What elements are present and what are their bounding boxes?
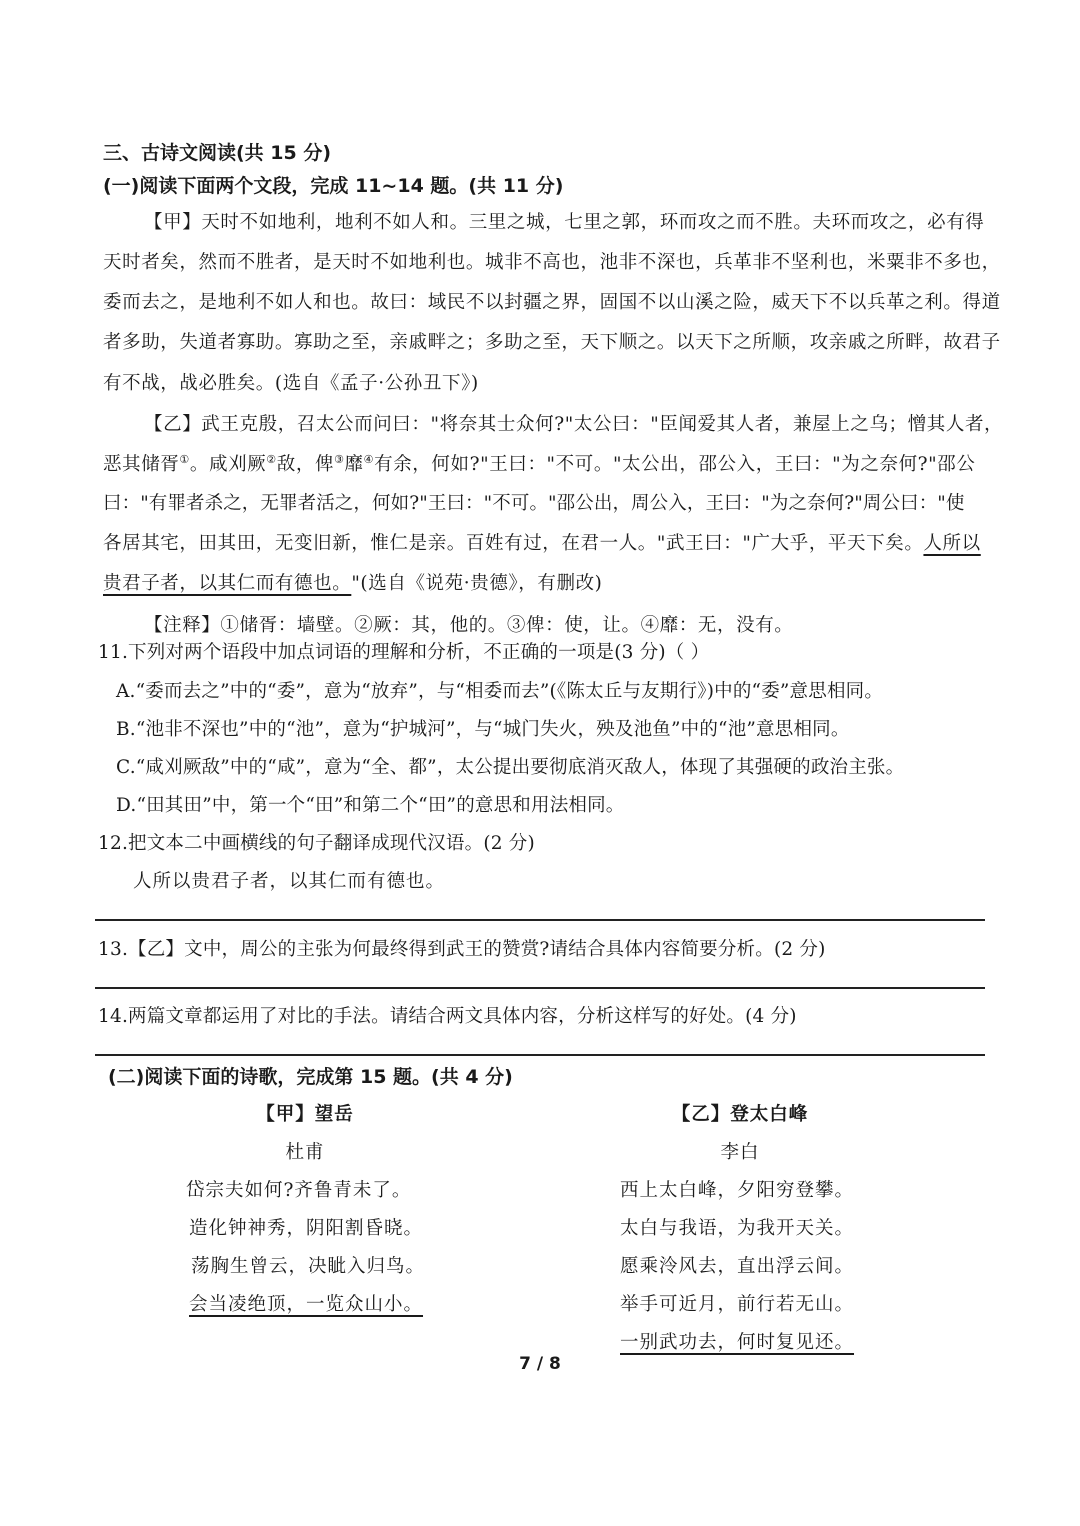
jia-line-3: 委而去之，是地利不如人和也。故曰：域民不以封疆之界，固国不以山溪之险，威天下不以兵革之利。得道	[103, 292, 1001, 313]
poem-jia-line-4: 会当凌绝顶，一览众山小。	[189, 1294, 424, 1315]
poem-yi-line-2: 太白与我语，为我开天关。	[620, 1218, 855, 1239]
yi-line-2-c: 敌，俾	[276, 454, 335, 475]
q12-stem: 12.把文本二中画横线的句子翻译成现代汉语。(2 分)	[98, 833, 535, 854]
underlined-sentence-part2: 贵君子者，以其仁而有德也。	[103, 573, 352, 594]
yi-line-2-a: 恶其储胥	[103, 454, 180, 475]
part2-title: (二)阅读下面的诗歌，完成第 15 题。(共 4 分)	[108, 1066, 513, 1088]
q11-option-d: D.“田其田”中，第一个“田”和第二个“田”的意思和用法相同。	[116, 795, 625, 816]
part1-title: (一)阅读下面两个文段，完成 11~14 题。(共 11 分)	[103, 175, 564, 197]
poem-yi-line-1: 西上太白峰，夕阳穷登攀。	[620, 1180, 855, 1201]
yi-line-5-b: "(选自《说苑·贵德》，有删改)	[351, 573, 603, 594]
section-title: 三、古诗文阅读(共 15 分)	[103, 142, 332, 164]
q11-option-b: B.“池非不深也”中的“池”，意为“护城河”，与“城门失火，殃及池鱼”中的“池”意思相同。	[116, 719, 850, 740]
yi-line-2-b: 。咸刈厥	[189, 454, 267, 475]
underlined-sentence-part1: 人所以	[923, 533, 981, 554]
q11-option-c: C.“咸刈厥敌”中的“咸”，意为“全、都”，太公提出要彻底消灭敌人，体现了其强硬的政治主张。	[116, 757, 905, 778]
q14-stem: 14.两篇文章都运用了对比的手法。请结合两文具体内容，分析这样写的好处。(4 分)	[98, 1006, 797, 1027]
q12-sentence: 人所以贵君子者，以其仁而有德也。	[133, 871, 446, 892]
poem-yi-author: 李白	[720, 1142, 760, 1163]
jia-line-5: 有不战，战必胜矣。(选自《孟子·公孙丑下》)	[103, 373, 479, 394]
yi-line-4	[103, 529, 981, 555]
page-number: 7 / 8	[519, 1354, 561, 1374]
note-ref-3: ③	[334, 452, 345, 466]
poem-jia-line-3: 荡胸生曾云，决眦入归鸟。	[191, 1256, 426, 1277]
yi-line-5	[103, 569, 603, 595]
notes: 【注释】①储胥：墙壁。②厥：其，他的。③俾：使，让。④靡：无，没有。	[144, 615, 794, 636]
note-ref-1: ①	[179, 452, 190, 466]
poem-yi-title: 【乙】登太白峰	[671, 1104, 809, 1125]
q11-stem: 11.下列对两个语段中加点词语的理解和分析，不正确的一项是(3 分)（ ）	[98, 642, 710, 663]
poem-jia-title: 【甲】望岳	[256, 1104, 354, 1125]
answer-line-q13	[95, 987, 985, 989]
jia-line-1: 【甲】天时不如地利，地利不如人和。三里之城，七里之郭，环而攻之而不胜。夫环而攻之，必有得	[144, 212, 985, 233]
jia-line-4: 者多助，失道者寡助。寡助之至，亲戚畔之；多助之至，天下顺之。以天下之所顺，攻亲戚之所畔，故君子	[103, 332, 1001, 353]
answer-line-q14	[95, 1054, 985, 1056]
poem-yi-line-3: 愿乘泠风去，直出浮云间。	[620, 1256, 855, 1277]
yi-line-4-a: 各居其宅，田其田，无变旧新，惟仁是亲。百姓有过，在君一人。"武王曰："广大乎，平天下矣。	[103, 533, 924, 554]
poem-yi-line-5: 一别武功去，何时复见还。	[620, 1332, 855, 1353]
note-ref-4: ④	[363, 452, 375, 466]
yi-line-3: 曰："有罪者杀之，无罪者活之，何如?"王曰："不可。"邵公出，周公入，王曰："为之奈何?"周公曰："使	[103, 493, 965, 514]
yi-line-2-e: 有余，何如?"王曰："不可。"太公出，邵公入，王曰："为之奈何?"邵公	[374, 454, 976, 475]
poem-jia-line-2: 造化钟神秀，阴阳割昏晓。	[189, 1218, 424, 1239]
jia-line-2: 天时者矣，然而不胜者，是天时不如地利也。城非不高也，池非不深也，兵革非不坚利也，米粟非不多也，	[103, 252, 1001, 273]
yi-line-1: 【乙】武王克殷，召太公而问曰："将奈其士众何?"太公曰："臣闻爱其人者，兼屋上之乌；憎其人者，	[144, 414, 1004, 435]
yi-line-2-d: 靡	[344, 454, 364, 475]
q13-stem: 13.【乙】文中，周公的主张为何最终得到武王的赞赏?请结合具体内容简要分析。(2 分)	[98, 939, 826, 960]
answer-line-q12	[95, 919, 985, 921]
poem-jia-line-1: 岱宗夫如何?齐鲁青未了。	[186, 1180, 412, 1201]
poem-jia-author: 杜甫	[285, 1142, 325, 1163]
poem-yi-line-4: 举手可近月，前行若无山。	[620, 1294, 855, 1315]
q11-option-a: A.“委而去之”中的“委”，意为“放弃”，与“相委而去”(《陈太丘与友期行》)中的“委”意思相同。	[116, 681, 884, 702]
note-ref-2: ②	[266, 452, 277, 466]
yi-line-2	[103, 450, 976, 476]
